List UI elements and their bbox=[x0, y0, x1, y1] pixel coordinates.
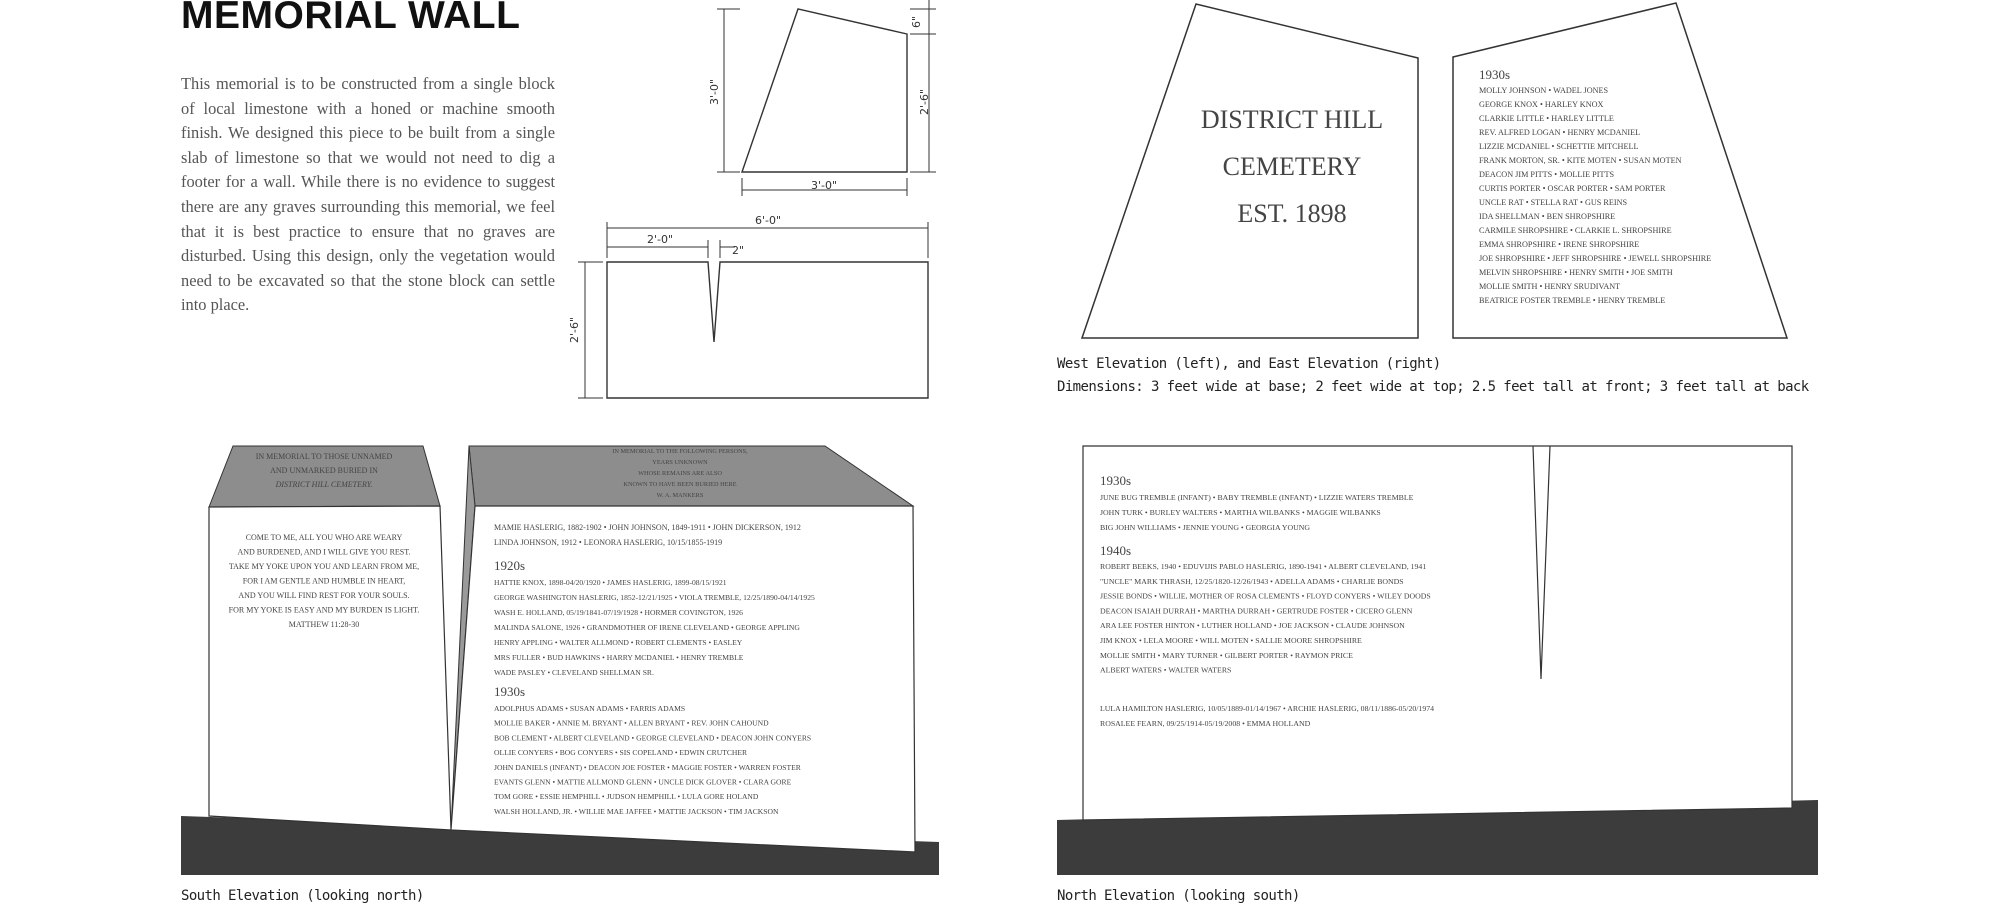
dim-height-back: 3'-0" bbox=[708, 78, 721, 106]
caption-south: South Elevation (looking north) bbox=[181, 888, 424, 904]
south-top-right-line: WHOSE REMAINS ARE ALSO bbox=[638, 470, 722, 477]
south-top-right-line: IN MEMORIAL TO THE FOLLOWING PERSONS, bbox=[612, 448, 748, 455]
caption-west-east-1: West Elevation (left), and East Elevation (right) bbox=[1057, 356, 1441, 372]
east-name-row: FRANK MORTON, SR. • KITE MOTEN • SUSAN MOTEN bbox=[1479, 156, 1682, 165]
south-1920s-row: WASH E. HOLLAND, 05/19/1841-07/19/1928 • HORMER COVINGTON, 1926 bbox=[494, 608, 743, 617]
dim-plan-height: 2'-6" bbox=[568, 316, 581, 344]
south-1930s-row: MOLLIE BAKER • ANNIE M. BRYANT • ALLEN BRYANT • REV. JOHN CAHOUND bbox=[494, 718, 769, 728]
north-1940s-row: ALBERT WATERS • WALTER WATERS bbox=[1100, 665, 1232, 675]
dim-height-front: 2'-6" bbox=[918, 88, 931, 116]
south-1930s-row: JOHN DANIELS (INFANT) • DEACON JOE FOSTER • MAGGIE FOSTER • WARREN FOSTER bbox=[494, 762, 801, 772]
south-1920s-row: MALINDA SALONE, 1926 • GRANDMOTHER OF IRENE CLEVELAND • GEORGE APPLING bbox=[494, 623, 800, 632]
south-early-row: LINDA JOHNSON, 1912 • LEONORA HASLERIG, 10/15/1855-1919 bbox=[494, 538, 723, 547]
north-1930s-row: JUNE BUG TREMBLE (INFANT) • BABY TREMBLE (INFANT) • LIZZIE WATERS TREMBLE bbox=[1100, 493, 1414, 502]
east-name-row: CARMILE SHROPSHIRE • CLARKIE L. SHROPSHIRE bbox=[1479, 226, 1672, 235]
south-top-left-line: IN MEMORIAL TO THOSE UNNAMED bbox=[255, 452, 393, 461]
south-top-left-line: DISTRICT HILL CEMETERY. bbox=[275, 480, 373, 489]
north-1940s-row: DEACON ISAIAH DURRAH • MARTHA DURRAH • GERTRUDE FOSTER • CICERO GLENN bbox=[1100, 606, 1413, 616]
east-name-row: CURTIS PORTER • OSCAR PORTER • SAM PORTER bbox=[1479, 184, 1666, 193]
north-1940s-row: MOLLIE SMITH • MARY TURNER • GILBERT PORTER • RAYMON PRICE bbox=[1100, 650, 1353, 660]
west-line-3: EST. 1898 bbox=[1237, 199, 1347, 228]
east-name-row: MOLLY JOHNSON • WADEL JONES bbox=[1479, 86, 1609, 95]
north-1940s-row: JESSIE BONDS • WILLIE, MOTHER OF ROSA CLEMENTS • FLOYD CONYERS • WILEY DOODS bbox=[1100, 591, 1431, 601]
north-later-row: ROSALEE FEARN, 09/25/1914-05/19/2008 • EMMA HOLLAND bbox=[1100, 719, 1311, 728]
section-drawing bbox=[717, 0, 936, 196]
north-1940s-row: JIM KNOX • LELA MOORE • WILL MOTEN • SALLIE MOORE SHROPSHIRE bbox=[1100, 636, 1362, 645]
south-1930s-row: EVANTS GLENN • MATTIE ALLMOND GLENN • UNCLE DICK GLOVER • CLARA GORE bbox=[494, 777, 792, 787]
south-verse-line: FOR MY YOKE IS EASY AND MY BURDEN IS LIGHT. bbox=[228, 605, 420, 615]
north-1930s-row: BIG JOHN WILLIAMS • JENNIE YOUNG • GEORGIA YOUNG bbox=[1100, 523, 1311, 532]
page-title: MEMORIAL WALL bbox=[181, 0, 521, 37]
north-1930s-row: JOHN TURK • BURLEY WALTERS • MARTHA WILBANKS • MAGGIE WILBANKS bbox=[1100, 508, 1381, 517]
south-top-right-line: W. A. MANKERS bbox=[656, 492, 704, 499]
south-1920s-row: HENRY APPLING • WALTER ALLMOND • ROBERT CLEMENTS • EASLEY bbox=[494, 638, 743, 647]
west-line-2: CEMETERY bbox=[1222, 152, 1362, 181]
south-1920s-row: HATTIE KNOX, 1898-04/20/1920 • JAMES HASLERIG, 1899-08/15/1921 bbox=[494, 578, 727, 587]
south-verse-line: MATTHEW 11:28-30 bbox=[288, 620, 360, 629]
north-heading-1940s: 1940s bbox=[1100, 543, 1132, 558]
north-later-row: LULA HAMILTON HASLERIG, 10/05/1889-01/14/1967 • ARCHIE HASLERIG, 08/11/1886-05/20/1974 bbox=[1100, 704, 1435, 713]
south-heading-1930s: 1930s bbox=[494, 684, 526, 699]
east-name-row: JOE SHROPSHIRE • JEFF SHROPSHIRE • JEWELL SHROPSHIRE bbox=[1479, 254, 1712, 263]
plan-drawing bbox=[578, 222, 928, 398]
south-early-row: MAMIE HASLERIG, 1882-1902 • JOHN JOHNSON, 1849-1911 • JOHN DICKERSON, 1912 bbox=[494, 523, 801, 532]
east-name-row: BEATRICE FOSTER TREMBLE • HENRY TREMBLE bbox=[1479, 296, 1666, 305]
east-name-row: MOLLIE SMITH • HENRY SRUDIVANT bbox=[1479, 282, 1621, 291]
dim-top: 6" bbox=[910, 15, 923, 29]
east-name-row: CLARKIE LITTLE • HARLEY LITTLE bbox=[1479, 114, 1614, 123]
dim-left-seg: 2'-0" bbox=[646, 233, 674, 246]
south-1930s-row: BOB CLEMENT • ALBERT CLEVELAND • GEORGE CLEVELAND • DEACON JOHN CONYERS bbox=[494, 733, 812, 743]
east-name-row: EMMA SHROPSHIRE • IRENE SHROPSHIRE bbox=[1479, 240, 1640, 249]
dim-width: 6'-0" bbox=[754, 214, 782, 227]
caption-west-east-2: Dimensions: 3 feet wide at base; 2 feet wide at top; 2.5 feet tall at front; 3 feet tall at back bbox=[1057, 379, 1809, 395]
east-name-row: MELVIN SHROPSHIRE • HENRY SMITH • JOE SMITH bbox=[1479, 268, 1673, 277]
south-1920s-row: WADE PASLEY • CLEVELAND SHELLMAN SR. bbox=[494, 668, 654, 677]
north-1940s-row: "UNCLE" MARK THRASH, 12/25/1820-12/26/1943 • ADELLA ADAMS • CHARLIE BONDS bbox=[1100, 576, 1404, 586]
caption-north: North Elevation (looking south) bbox=[1057, 888, 1300, 904]
east-name-row: GEORGE KNOX • HARLEY KNOX bbox=[1479, 100, 1604, 109]
south-1930s-row: WALSH HOLLAND, JR. • WILLIE MAE JAFFEE • MATTIE JACKSON • TIM JACKSON bbox=[494, 806, 779, 816]
south-top-right-line: YEARS UNKNOWN bbox=[652, 459, 708, 466]
south-verse-line: AND BURDENED, AND I WILL GIVE YOU REST. bbox=[237, 547, 411, 557]
north-1940s-row: ROBERT BEEKS, 1940 • EDUVIJIS PABLO HASLERIG, 1890-1941 • ALBERT CLEVELAND, 1941 bbox=[1100, 562, 1427, 571]
dim-gap: 2" bbox=[731, 244, 745, 257]
south-1930s-row: TOM GORE • ESSIE HEMPHILL • JUDSON HEMPHILL • LULA GORE HOLAND bbox=[494, 792, 759, 802]
south-verse-line: FOR I AM GENTLE AND HUMBLE IN HEART, bbox=[242, 576, 406, 586]
south-1920s-row: MRS FULLER • BUD HAWKINS • HARRY MCDANIEL • HENRY TREMBLE bbox=[494, 653, 744, 662]
dim-base: 3'-0" bbox=[810, 179, 838, 192]
east-name-row: DEACON JIM PITTS • MOLLIE PITTS bbox=[1479, 170, 1615, 179]
east-name-row: LIZZIE MCDANIEL • SCHETTIE MITCHELL bbox=[1479, 142, 1639, 151]
north-1940s-row: ARA LEE FOSTER HINTON • LUTHER HOLLAND • JOE JACKSON • CLAUDE JOHNSON bbox=[1100, 621, 1405, 631]
south-1930s-row: OLLIE CONYERS • BOG CONYERS • SIS COPELAND • EDWIN CRUTCHER bbox=[494, 748, 748, 758]
east-name-row: REV. ALFRED LOGAN • HENRY MCDANIEL bbox=[1479, 128, 1641, 137]
south-heading-1920s: 1920s bbox=[494, 558, 526, 573]
south-top-right-line: KNOWN TO HAVE BEEN BURIED HERE bbox=[623, 481, 737, 488]
south-verse-line: COME TO ME, ALL YOU WHO ARE WEARY bbox=[245, 533, 403, 542]
north-heading-1930s: 1930s bbox=[1100, 473, 1132, 488]
south-1930s-row: ADOLPHUS ADAMS • SUSAN ADAMS • FARRIS ADAMS bbox=[494, 704, 686, 713]
intro-paragraph: This memorial is to be constructed from a single block of local limestone with a honed or machine smooth finish. We designed this piece to be built from a single slab of limestone so that we would not need to dig a footer for a wall. While there is no evidence to suggest there are any graves surrounding this memorial, we feel that it is best practice to ensure that no graves are disturbed. Using this design, only the vegetation would need to be excavated so that the stone block can settle into place. bbox=[181, 74, 555, 315]
east-name-row: UNCLE RAT • STELLA RAT • GUS REINS bbox=[1479, 198, 1628, 207]
south-verse-line: AND YOU WILL FIND REST FOR YOUR SOULS. bbox=[238, 591, 410, 600]
west-line-1: DISTRICT HILL bbox=[1200, 105, 1384, 134]
south-1920s-row: GEORGE WASHINGTON HASLERIG, 1852-12/21/1925 • VIOLA TREMBLE, 12/25/1890-04/14/1925 bbox=[494, 593, 815, 602]
east-name-row: IDA SHELLMAN • BEN SHROPSHIRE bbox=[1479, 212, 1616, 221]
south-top-left-line: AND UNMARKED BURIED IN bbox=[270, 466, 378, 475]
south-verse-line: TAKE MY YOKE UPON YOU AND LEARN FROM ME, bbox=[228, 562, 420, 571]
east-heading: 1930s bbox=[1479, 67, 1511, 82]
